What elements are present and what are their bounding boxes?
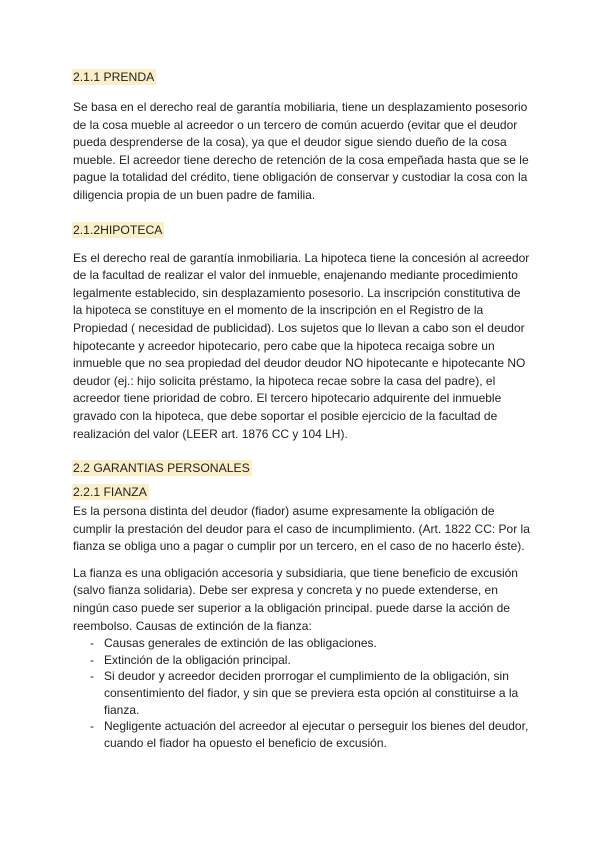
list-item-text: Extinción de la obligación principal. (104, 652, 291, 667)
list-item (73, 652, 530, 669)
bullet-dash: - (90, 719, 94, 734)
heading-fianza: 2.2.1 FIANZA (73, 485, 147, 500)
paragraph-hipoteca: Es el derecho real de garantía inmobiliaria. La hipoteca tiene la concesión al acreedor de la facultad de realizar el valor del inmueble, enajenando mediante procedimiento legalmente establecido, sin desplazamiento posesorio. La inscripción constitutiva de la hipoteca se constituye en el momento de la inscripción en el Registro de la Propiedad ( necesidad de publicidad). Los sujetos que lo llevan a cabo son el deudor hipotecante y acreedor hipotecario, pero cabe que la hipoteca recaiga sobre un inmueble que no sea propiedad del deudor deudor NO hipotecante e hipotecante NO deudor (ej.: hijo solicita préstamo, la hipoteca recae sobre la casa del padre), el acreedor tiene prioridad de cobro. El tercero hipotecario adquirente del inmueble gravado con la hipoteca, que debe soportar el posible ejercicio de la facultad de realización del valor (LEER art. 1876 CC y 104 LH). (73, 250, 530, 441)
list-item (73, 668, 530, 718)
bullet-dash: - (90, 669, 94, 684)
extinction-causes-list (73, 635, 530, 751)
list-item-text: Causas generales de extinción de las obligaciones. (104, 636, 377, 651)
heading-hipoteca: 2.1.2HIPOTECA (73, 222, 163, 237)
list-item (73, 635, 530, 652)
paragraph-fianza-characteristics: La fianza es una obligación accesoria y subsidiaria, que tiene beneficio de excusión (salvo fianza solidaria). Debe ser expresa y concreta y no puede extenderse, en ningún caso puede ser superior a la obligación principal. puede darse la acción de reembolso. Causas de extinción de la fianza: (73, 565, 518, 633)
list-item-text: Si deudor y acreedor deciden prorrogar el cumplimiento de la obligación, sin consentimiento del fiador, y sin que se previera esta opción al constituirse a la fianza. (104, 669, 519, 717)
heading-prenda: 2.1.1 PRENDA (73, 70, 155, 84)
paragraph-fianza-definition: Es la persona distinta del deudor (fiador) asume expresamente la obligación de cumplir la prestación del deudor para el caso de incumplimiento. (Art. 1822 CC: Por la fianza se obliga uno a pagar o cumplir por un tercero, en el caso de no hacerlo éste). (73, 504, 530, 554)
paragraph-prenda: Se basa en el derecho real de garantía mobiliaria, tiene un desplazamiento posesorio de la cosa mueble al acreedor o un tercero de común acuerdo (evitar que el deudor pueda desprenderse de la cosa), ya que el deudor sigue siendo dueño de la cosa mueble. El acreedor tiene derecho de retención de la cosa empeñada hasta que se le pague la totalidad del crédito, tiene obligación de conservar y custodiar la cosa con la diligencia propia de un buen padre de familia. (73, 100, 529, 202)
heading-garantias-personales: 2.2 GARANTIAS PERSONALES (73, 461, 250, 476)
list-item-text: Negligente actuación del acreedor al ejecutar o perseguir los bienes del deudor, cuando el fiador ha opuesto el beneficio de excusión. (104, 719, 529, 750)
bullet-dash: - (90, 636, 94, 651)
list-item (73, 718, 530, 751)
bullet-dash: - (90, 652, 94, 667)
